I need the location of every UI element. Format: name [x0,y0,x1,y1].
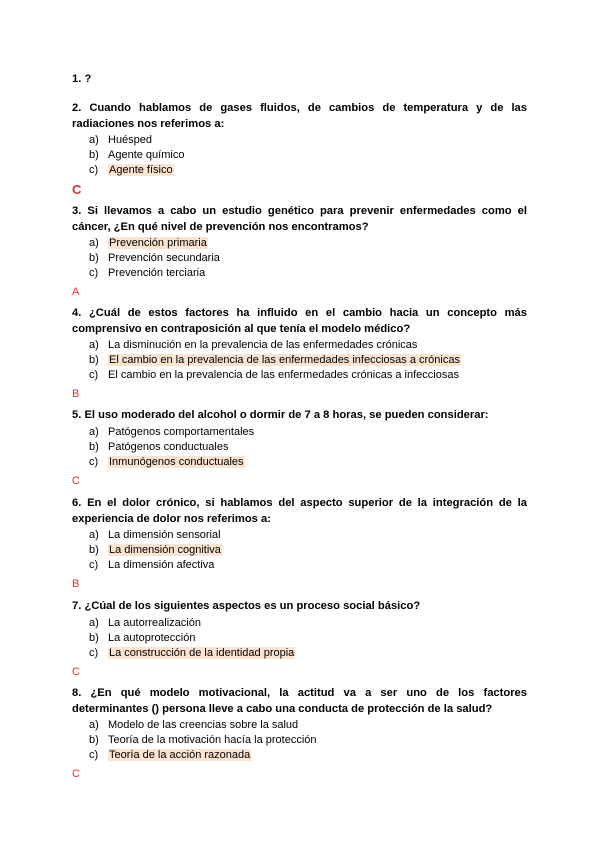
question-title: 2. Cuando hablamos de gases fluidos, de cambios de temperatura y de las radiaciones nos referimos a: [72,102,527,130]
options-list [72,236,527,281]
answer-key: C [72,665,80,678]
option-b: b) Teoría de la motivación hacía la protección [89,734,317,746]
option-a-highlighted: a) Prevención primaria [89,237,207,249]
options-list [72,425,527,470]
option-c-highlighted: c) Teoría de la acción razonada [89,749,251,761]
option-a: a) Patógenos comportamentales [89,425,255,438]
question-title: 7. ¿Cúal de los siguientes aspectos es un proceso social básico? [72,600,421,612]
options-list [72,338,527,383]
option-b-highlighted: b) La dimensión cognitiva [89,544,221,556]
options-list [72,616,527,661]
question-title: 4. ¿Cuál de estos factores ha influido en el cambio hacia un concepto más comprensivo en contraposición al que tenía el modelo médico? [72,307,527,335]
option-c-highlighted: c) Agente físico [89,164,173,176]
answer-key: B [72,388,80,400]
answer-key: C [72,182,82,197]
question-title: 8. ¿En qué modelo motivacional, la actitud va a ser uno de los factores determinantes () persona lleve a cabo una conducta de protección de la salud? [72,687,527,715]
question-8 [72,686,527,781]
option-b: b) Patógenos conductuales [89,440,229,453]
option-c-highlighted: c) Inmunógenos conductuales [89,455,244,468]
option-b: b) Prevención secundaria [89,252,220,264]
answer-key: C [72,474,80,487]
question-3 [72,204,527,299]
question-1 [72,72,527,88]
question-title: 6. En el dolor crónico, si hablamos del aspecto superior de la integración de la experiencia de dolor nos referimos a: [72,497,527,525]
option-c: c) El cambio en la prevalencia de las enfermedades crónicas a infecciosas [89,369,459,381]
option-a: a) La autorrealización [89,616,201,629]
question-6 [72,496,527,591]
question-7 [72,599,527,679]
answer-key: C [72,768,80,780]
options-list [72,718,527,763]
option-c-highlighted: c) La construcción de la identidad propia [89,646,295,659]
option-b: b) La autoprotección [89,631,196,644]
option-a: a) La disminución en la prevalencia de las enfermedades crónicas [89,339,418,351]
options-list [72,133,527,178]
option-a: a) Huésped [89,134,153,146]
option-a: a) Modelo de las creencias sobre la salud [89,719,299,731]
option-c: c) Prevención terciaria [89,267,206,279]
question-5 [72,408,527,488]
question-4 [72,306,527,401]
question-title: 3. Si llevamos a cabo un estudio genético para prevenir enfermedades como el cáncer, ¿En qué nivel de prevención nos encontramos? [72,205,527,233]
question-2 [72,101,527,196]
answer-key: B [72,578,80,590]
option-c: c) La dimensión afectiva [89,559,215,571]
question-title: 1. ? [72,73,92,85]
option-b-highlighted: b) El cambio en la prevalencia de las enfermedades infecciosas a crónicas [89,354,460,366]
options-list [72,528,527,573]
answer-key: A [72,286,80,298]
question-title: 5. El uso moderado del alcohol o dormir de 7 a 8 horas, se pueden considerar: [72,409,489,421]
option-a: a) La dimensión sensorial [89,529,221,541]
option-b: b) Agente químico [89,149,185,161]
